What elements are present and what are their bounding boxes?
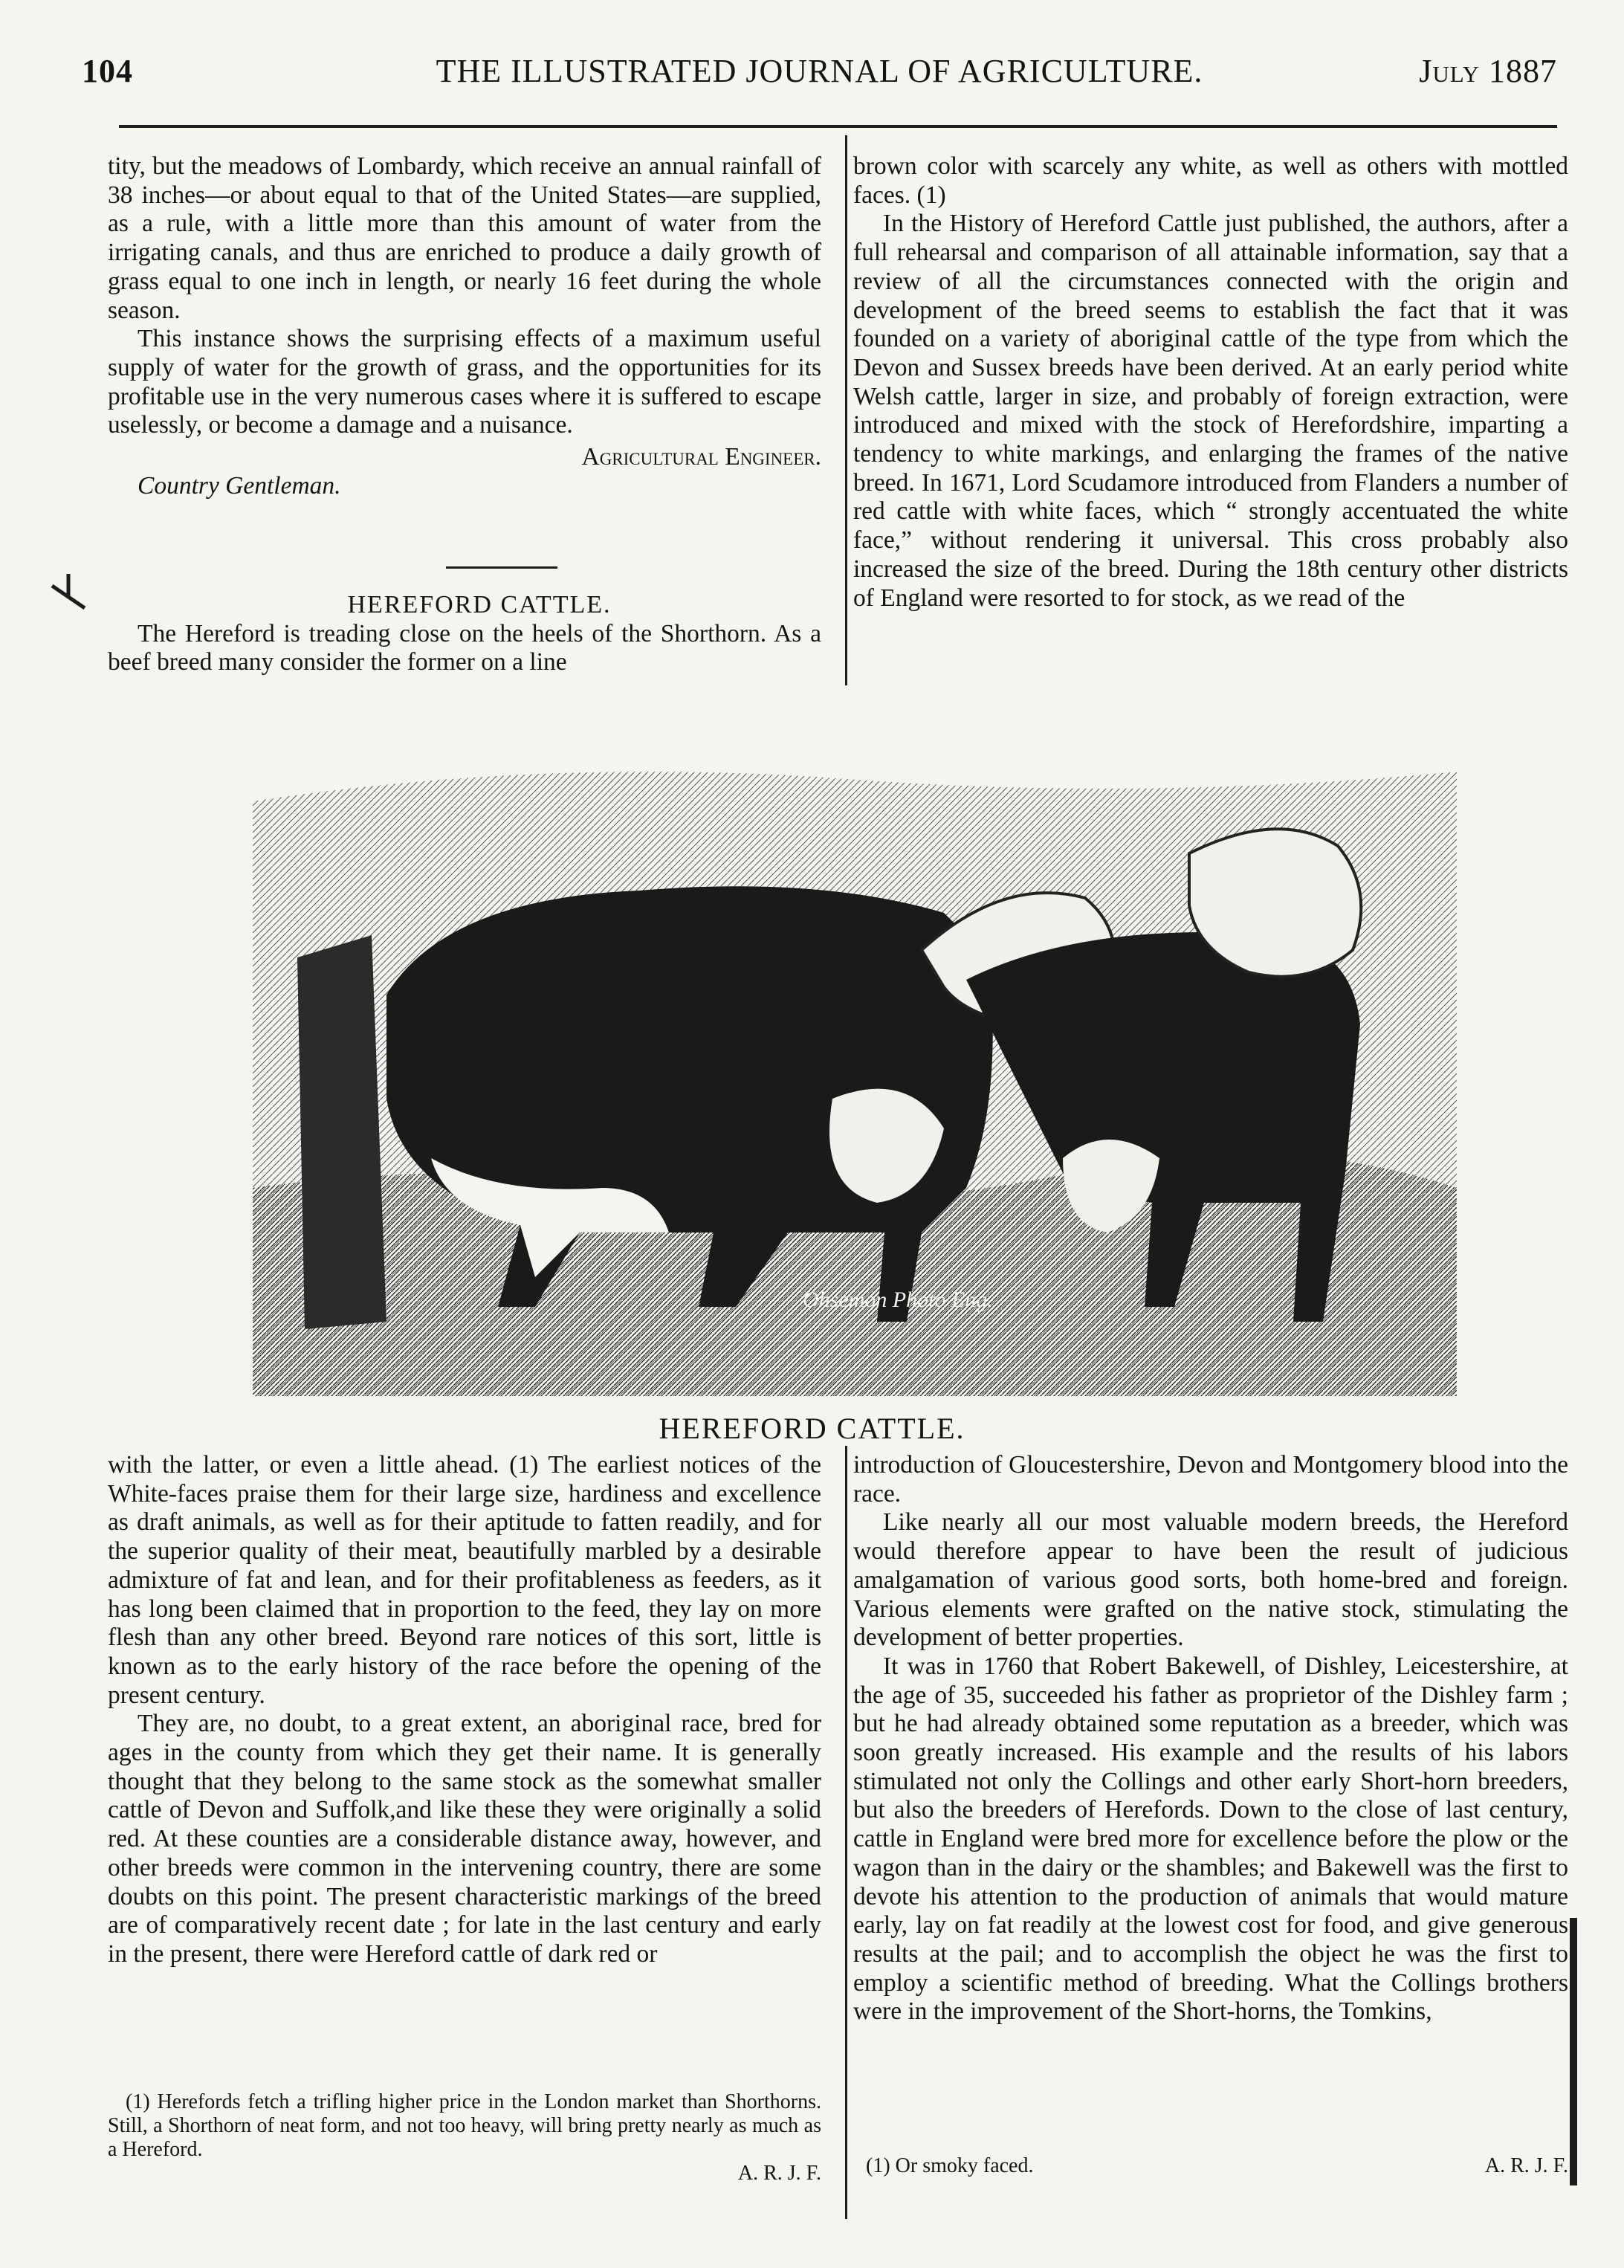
right-bottom-column: [853, 1451, 1568, 2026]
right-margin-bar: [1570, 1918, 1577, 2185]
hereford-cattle-engraving: [253, 712, 1457, 1396]
author-signature: Agricultural Engineer.: [581, 443, 821, 471]
engraver-signature: Ohsemon Photo Eng.: [803, 1288, 993, 1312]
footnote-text: (1) Herefords fetch a trifling higher price in the London market than Shorthorns. Still, a Shorthorn of neat form, and not too heavy, will bring pretty nearly as much as a Hereford.: [108, 2090, 821, 2161]
margin-mark: [46, 571, 91, 623]
paragraph: They are, no doubt, to a great extent, an aboriginal race, bred for ages in the county from which they get their name. It is generally thought that they belong to the same stock as the somewhat smaller cattle of Devon and Suffolk,and like these they were originally a solid red. At these counties are a considerable distance away, however, and other breeds were common in the intervening country, there are some doubts on this point. The present characteristic markings of the breed are of comparatively recent date ; for late in the last century and early in the present, there were Hereford cattle of dark red or: [108, 1710, 821, 1968]
left-top-section: [108, 591, 821, 677]
fence: [297, 935, 386, 1329]
left-footnote: [108, 2090, 821, 2185]
paragraph: tity, but the meadows of Lombardy, which receive an annual rainfall of 38 inches—or about equal to that of the United States—are supplied, as a rule, with a little more than this amount of water from the irrigating canals, and thus are enriched to produce a daily growth of grass equal to one inch in length, or nearly 16 feet during the whole season.: [108, 152, 821, 324]
paragraph: brown color with scarcely any white, as well as others with mottled faces. (1): [853, 152, 1568, 209]
paragraph: It was in 1760 that Robert Bakewell, of Dishley, Leicestershire, at the age of 35, succeeded his father as proprietor of the Dishley farm ; but he had already obtained some reputation as a breeder, which was soon greatly increased. His example and the results of his labors stimulated not only the Collings and other early Short-horn breeders, but also the breeders of Herefords. Down to the close of last century, cattle in England were bred more for excellence before the plow or the wagon than in the dairy or the shambles; and Bakewell was the first to devote his attention to the production of animals that would mature early, lay on fat readily at the lowest cost for food, and give generous results at the pail; and to accomplish the object he was the first to employ a scientific method of breeding. What the Collings brothers were in the improvement of the Short-horns, the Tomkins,: [853, 1652, 1568, 2026]
running-header: [82, 52, 1557, 104]
right-footnote: [866, 2154, 1568, 2178]
footnote-signature: A. R. J. F.: [1484, 2154, 1568, 2177]
paragraph: In the History of Hereford Cattle just published, the authors, after a full rehearsal and comparison of all attainable information, say that a review of all the circumstances connected with the origin and development of the breed seems to establish the fact that it was founded on a variety of aboriginal cattle of the type from which the Devon and Sussex breeds have been derived. At an early period white Welsh cattle, larger in size, and probably of foreign extraction, were introduced and mixed with the stock of Herefordshire, imparting a tendency to white markings, and enlarging the frames of the native breed. In 1671, Lord Scudamore introduced from Flanders a number of red cattle with white faces, which “ strongly accentuated the white face,” without rendering it universal. This cross probably also increased the size of the breed. During the 18th century other districts of England were resorted to for stock, as we read of the: [853, 210, 1568, 612]
figure-caption: HEREFORD CATTLE.: [659, 1412, 965, 1445]
page-number: 104: [82, 53, 133, 89]
column-rule-bottom: [845, 1446, 847, 2219]
right-top-column: [853, 152, 1568, 613]
paragraph: Like nearly all our most valuable modern breeds, the Hereford would therefore appear to have been the result of judicious amalgamation of various good sorts, both home-bred and foreign. Various elements were grafted on the native stock, stimulating the development of better properties.: [853, 1508, 1568, 1652]
left-bottom-column: [108, 1451, 821, 1969]
header-rule: [119, 125, 1557, 128]
issue-date: July 1887: [1419, 53, 1557, 89]
paragraph: The Hereford is treading close on the heels of the Shorthorn. As a beef breed many consider the former on a line: [108, 619, 821, 676]
column-rule-top: [845, 135, 847, 685]
paragraph: introduction of Gloucestershire, Devon and Montgomery blood into the race.: [853, 1451, 1568, 1508]
left-top-column: [108, 152, 821, 500]
footnote-signature: A. R. J. F.: [737, 2162, 821, 2185]
paragraph: This instance shows the surprising effects of a maximum useful supply of water for the growth of grass, and the opportunities for its profitable use in the very numerous cases where it is suffered to escape uselessly, or become a damage and a nuisance.: [108, 325, 821, 439]
journal-title: THE ILLUSTRATED JOURNAL OF AGRICULTURE.: [436, 53, 1203, 89]
paragraph: with the latter, or even a little ahead. (1) The earliest notices of the White-faces praise them for their large size, hardiness and excellence as draft animals, as well as for their aptitude to fatten readily, and for the superior quality of their meat, beautifully marbled by a desirable admixture of fat and lean, and for their profitableness as feeders, as it has long been claimed that in proportion to the feed, they lay on more flesh than any other breed. Beyond rare notices of this sort, little is known as to the early history of the race before the opening of the present century.: [108, 1451, 821, 1709]
footnote-text: (1) Or smoky faced.: [866, 2154, 1034, 2177]
section-heading: HEREFORD CATTLE.: [347, 591, 612, 618]
source-credit: Country Gentleman.: [138, 471, 341, 500]
section-divider: [446, 566, 557, 569]
